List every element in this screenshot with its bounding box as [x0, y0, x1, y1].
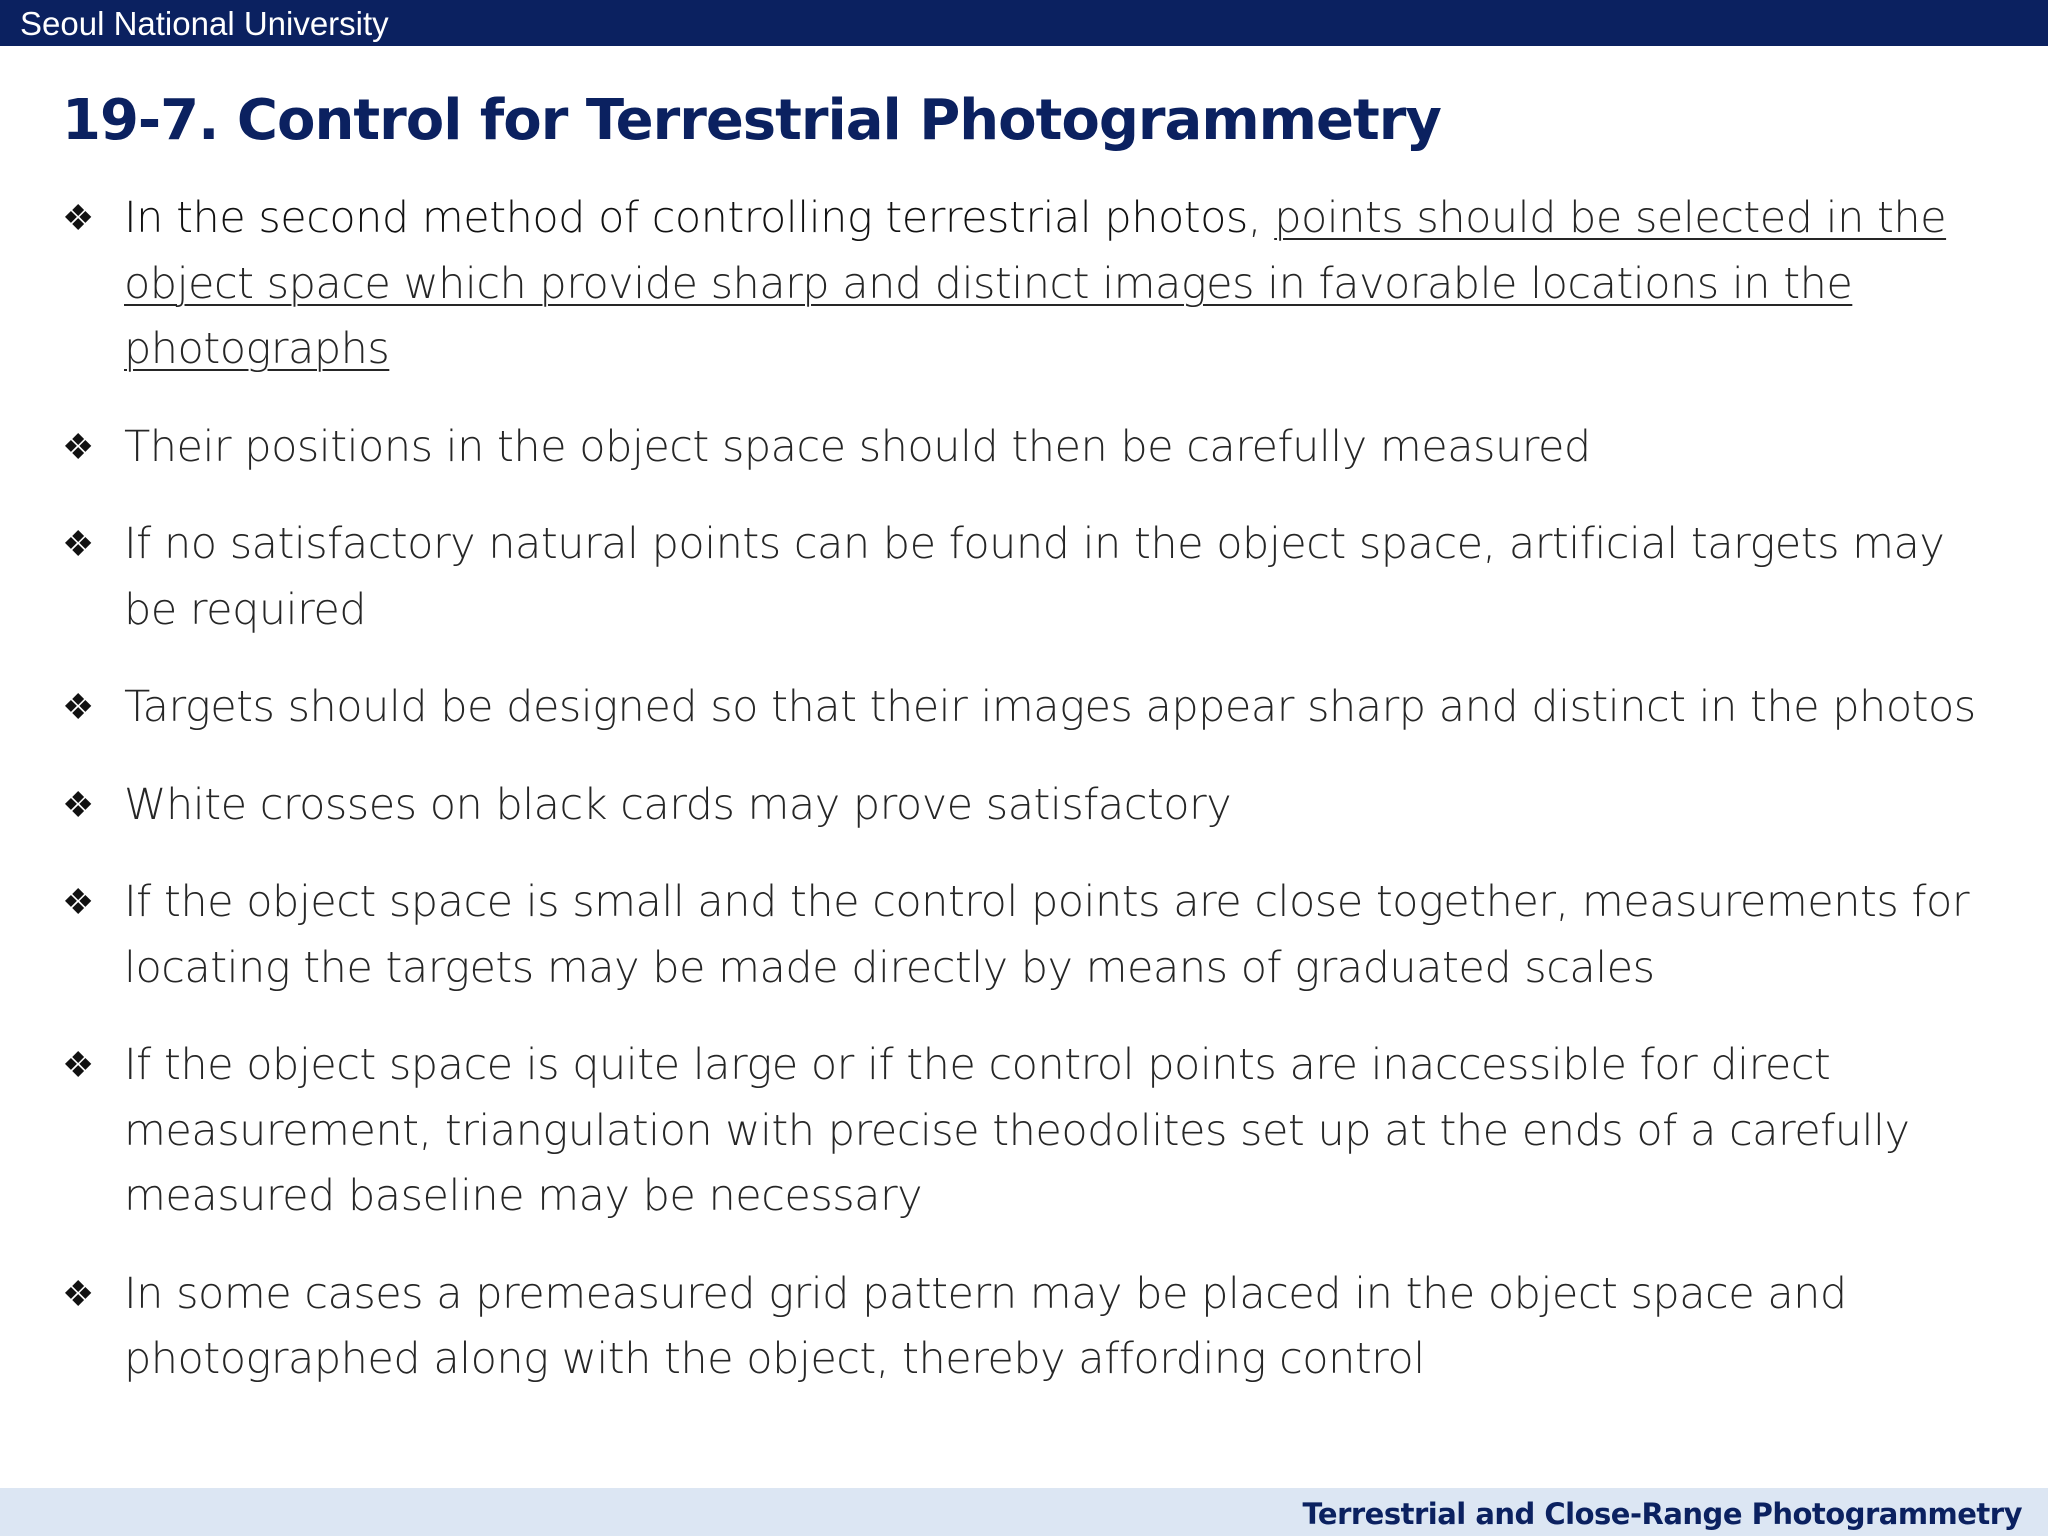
bullet-text: If the object space is quite large or if the control points are inaccessible for direct measurement, triangulation with precise theodolites set up at the ends of a carefully measured baseline may be necessary [124, 1040, 1910, 1221]
bullet-lead-text: In the second method of controlling terrestrial photos [124, 193, 1248, 243]
bullet-separator: , [1247, 193, 1275, 243]
organization-name: Seoul National University [20, 5, 389, 42]
bullet-text: Their positions in the object space should then be carefully measured [124, 421, 1591, 472]
bullet-text: If no satisfactory natural points can be found in the object space, artificial targets may be required [124, 519, 1945, 635]
bullet-underlined-text: points should be selected in the object space which provide sharp and distinct images in favorable locations in the photographs [124, 193, 1947, 374]
course-title: Terrestrial and Close-Range Photogrammetry [1302, 1497, 2022, 1531]
diamond-bullet-icon: ❖ [62, 882, 94, 923]
bullet-text: Targets should be designed so that their images appear sharp and distinct in the photos [124, 682, 1976, 732]
diamond-bullet-icon: ❖ [62, 524, 94, 565]
header-bar [0, 0, 2048, 46]
diamond-bullet-icon: ❖ [62, 426, 94, 468]
slide-title: 19-7. Control for Terrestrial Photogrammetry [62, 88, 1441, 153]
bullet-text: If the object space is small and the control points are close together, measurements for locating the targets may be made directly by means of graduated scales [124, 877, 1970, 993]
bullet-item [62, 870, 2002, 1001]
diamond-bullet-icon: ❖ [62, 1045, 94, 1086]
bullet-text: In some cases a premeasured grid pattern may be placed in the object space and photographed along with the object, thereby affording control [124, 1268, 1847, 1384]
bullet-text: White crosses on black cards may prove satisfactory [124, 779, 1232, 830]
bullet-item [62, 1262, 2002, 1393]
bullet-item [62, 415, 2002, 481]
diamond-bullet-icon: ❖ [62, 198, 94, 239]
diamond-bullet-icon: ❖ [62, 1273, 94, 1315]
diamond-bullet-icon: ❖ [62, 784, 94, 826]
bullet-item [62, 675, 2002, 741]
bullet-item [62, 186, 2002, 383]
bullet-item [62, 1033, 2002, 1230]
bullet-item [62, 512, 2002, 643]
diamond-bullet-icon: ❖ [62, 687, 94, 728]
bullet-item [62, 773, 2002, 839]
footer-bar [0, 1488, 2048, 1536]
bullet-list [62, 186, 2002, 1425]
